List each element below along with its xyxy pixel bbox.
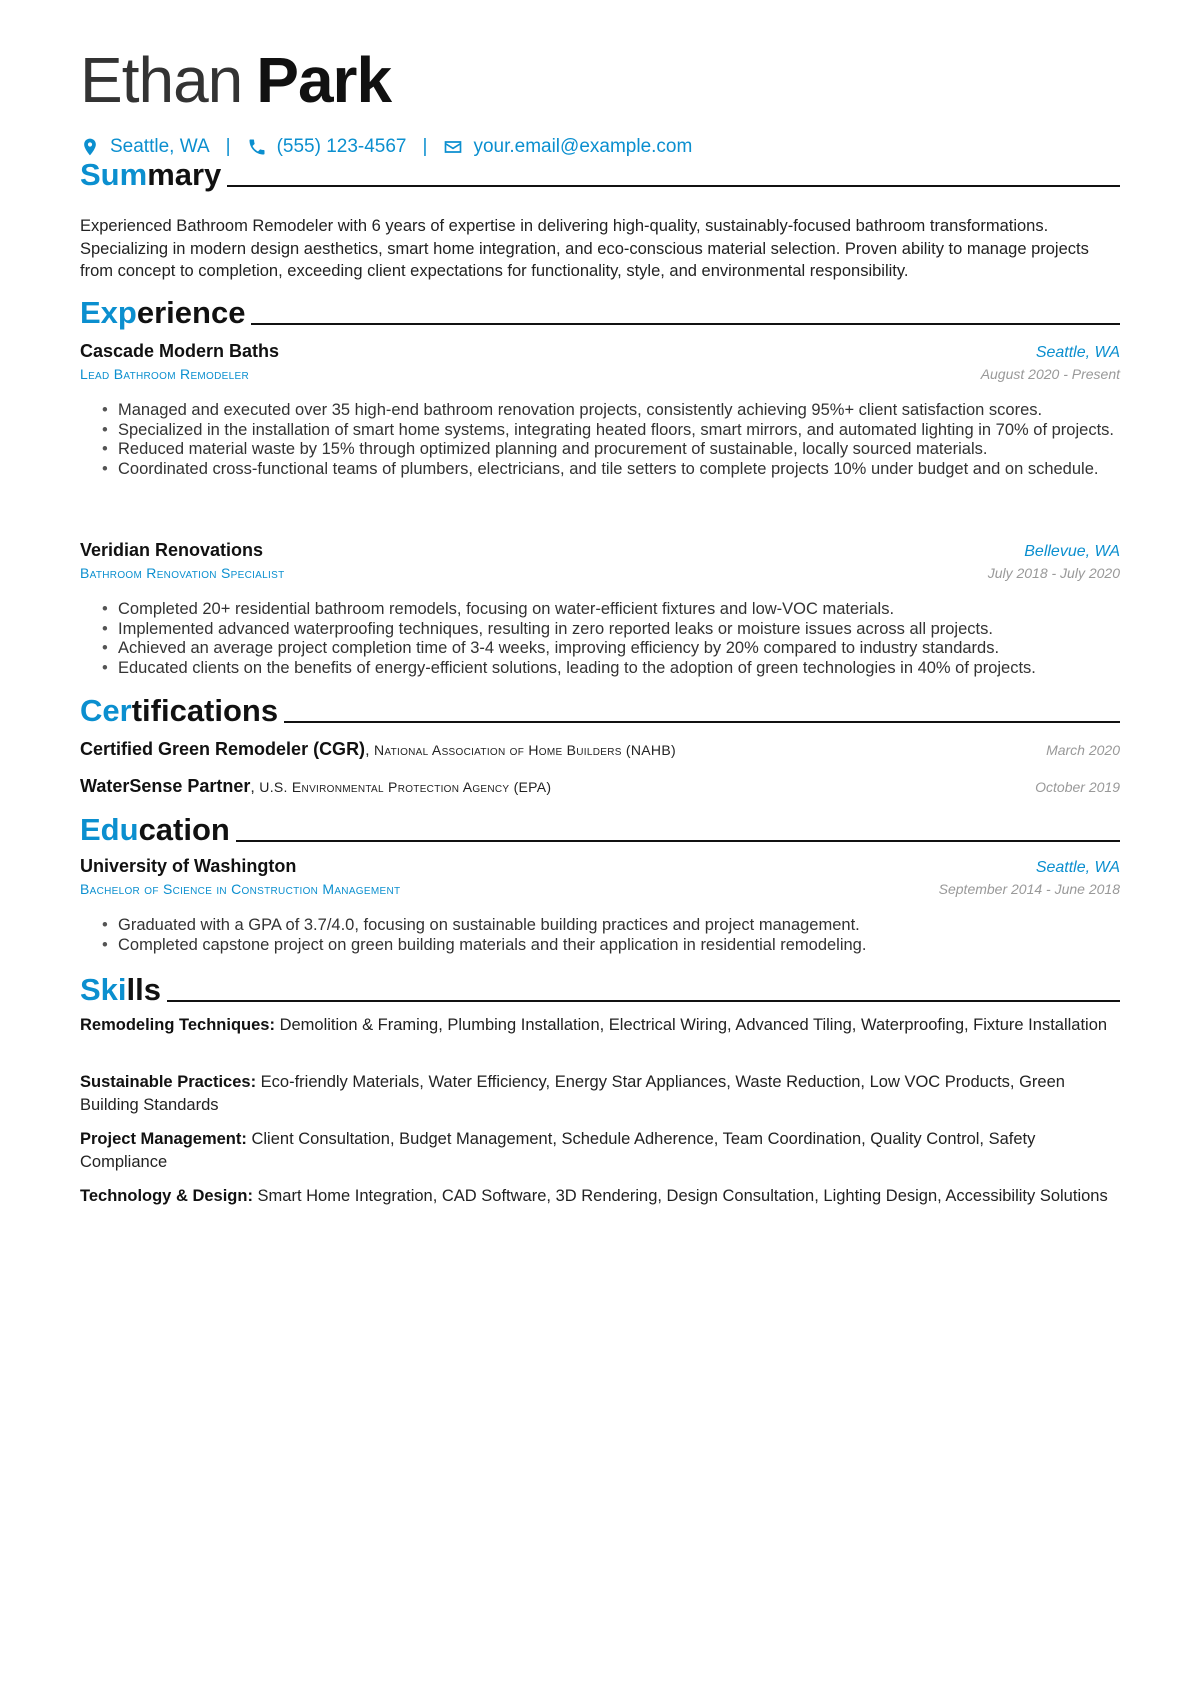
job-title: Bathroom Renovation Specialist: [80, 565, 285, 581]
title-rest: cation: [138, 812, 230, 847]
section-title-summary: [80, 153, 1120, 193]
company-name: Cascade Modern Baths: [80, 341, 280, 361]
certification-name: WaterSense Partner: [80, 776, 251, 796]
summary-text: Experienced Bathroom Remodeler with 6 years of expertise in delivering high-quality, sustainably-focused bathroom transformations. Specializing in modern design aesthetics, smart home integration, and eco-conscious material selection. Proven ability to manage projects from concept to completion, exceeding client expectations for functionality, style, and environmental responsibility.: [80, 217, 1089, 280]
skill-list: Eco-friendly Materials, Water Efficiency, Energy Star Appliances, Waste Reduction, Low VOC Products, Green Building Standards: [80, 1073, 1065, 1114]
location-text: Seattle, WA: [110, 136, 210, 157]
list-item: • Graduated with a GPA of 3.7/4.0, focusing on sustainable building practices and project management.: [118, 916, 1120, 936]
skill-category: Sustainable Practices:: [80, 1073, 257, 1091]
title-highlight: Edu: [80, 812, 139, 847]
skill-category: Remodeling Techniques:: [80, 1016, 275, 1034]
skill-list: Client Consultation, Budget Management, Schedule Adherence, Team Coordination, Quality Control, Safety Compliance: [80, 1130, 1036, 1171]
education-header: [80, 856, 1120, 877]
list-item: • Managed and executed over 35 high-end bathroom renovation projects, consistently achieving 95%+ client satisfaction scores.: [118, 401, 1120, 421]
list-item: • Implemented advanced waterproofing techniques, resulting in zero reported leaks or moisture issues across all projects.: [118, 620, 1120, 640]
certification-name: Certified Green Remodeler (CGR): [80, 739, 366, 759]
skill-row: [80, 1128, 1120, 1173]
skill-row: [80, 1071, 1120, 1116]
list-item: • Completed capstone project on green building materials and their application in residential remodeling.: [118, 936, 1120, 956]
job-dates: July 2018 - July 2020: [987, 565, 1120, 581]
skill-category: Technology & Design:: [80, 1187, 253, 1205]
company-name: Veridian Renovations: [80, 540, 264, 560]
section-title-certifications: [80, 689, 1120, 729]
school-name: University of Washington: [80, 856, 297, 876]
section-title-education: [80, 808, 1120, 848]
list-item: • Achieved an average project completion time of 3-4 weeks, improving efficiency by 20% compared to industry standards.: [118, 639, 1120, 659]
degree-title: Bachelor of Science in Construction Management: [80, 881, 401, 897]
title-highlight: Ski: [80, 972, 127, 1007]
last-name: Park: [256, 44, 392, 116]
job-header: [80, 341, 1120, 362]
list-item: • Specialized in the installation of smart home systems, integrating heated floors, smart mirrors, and automated lighting in 70% of projects.: [118, 421, 1120, 441]
skill-row: [80, 1185, 1120, 1208]
title-highlight: Cer: [80, 693, 132, 728]
section-divider: [167, 1000, 1120, 1002]
title-highlight: Sum: [80, 157, 148, 192]
section-divider: [227, 185, 1120, 187]
title-rest: lls: [126, 972, 161, 1007]
section-title-experience: [80, 291, 1120, 331]
certification-date: March 2020: [1046, 742, 1120, 758]
certification-row: Certified Green Remodeler (CGR), National Association of Home Builders (NAHB) March 2020: [80, 739, 1120, 759]
skill-row: [80, 1014, 1120, 1037]
job-location: Bellevue, WA: [1024, 543, 1120, 560]
section-divider: [251, 323, 1120, 325]
job-subheader: [80, 565, 1120, 581]
list-item: • Educated clients on the benefits of energy-efficient solutions, leading to the adoption of green technologies in 40% of projects.: [118, 659, 1120, 679]
education-bullets: [80, 916, 1120, 955]
title-rest: tifications: [131, 693, 279, 728]
list-item: • Completed 20+ residential bathroom remodels, focusing on water-efficient fixtures and low-VOC materials.: [118, 600, 1120, 620]
first-name: Ethan: [80, 44, 243, 116]
list-item: • Coordinated cross-functional teams of plumbers, electricians, and tile setters to complete projects 10% under budget and on schedule.: [118, 460, 1120, 480]
job-dates: August 2020 - Present: [980, 366, 1120, 382]
certification-issuer: National Association of Home Builders (NAHB): [373, 742, 676, 758]
certification-date: October 2019: [1035, 779, 1120, 795]
education-subheader: [80, 881, 1120, 897]
section-divider: [284, 721, 1120, 723]
contact-separator: |: [422, 136, 428, 157]
email-link[interactable]: your.email@example.com: [473, 136, 693, 157]
title-highlight: Exp: [80, 295, 137, 330]
list-item: • Reduced material waste by 15% through optimized planning and procurement of sustainable, locally sourced materials.: [118, 440, 1120, 460]
section-divider: [236, 840, 1120, 842]
job-header: [80, 540, 1120, 561]
certification-issuer: U.S. Environmental Protection Agency (EPA): [259, 779, 552, 795]
title-rest: mary: [147, 157, 222, 192]
phone-text: (555) 123-4567: [276, 136, 407, 157]
contact-separator: |: [225, 136, 231, 157]
candidate-name: [80, 40, 391, 120]
certification-row: WaterSense Partner, U.S. Environmental Protection Agency (EPA) October 2019: [80, 776, 1120, 796]
title-rest: erience: [136, 295, 246, 330]
job-bullets: [80, 401, 1120, 479]
skill-list: Demolition & Framing, Plumbing Installation, Electrical Wiring, Advanced Tiling, Waterproofing, Fixture Installation: [279, 1016, 1108, 1034]
skill-list: Smart Home Integration, CAD Software, 3D Rendering, Design Consultation, Lighting Design, Accessibility Solutions: [257, 1187, 1108, 1205]
job-location: Seattle, WA: [1035, 344, 1120, 361]
skill-category: Project Management:: [80, 1130, 247, 1148]
school-location: Seattle, WA: [1035, 859, 1120, 876]
section-title-skills: [80, 968, 1120, 1008]
job-bullets: [80, 600, 1120, 678]
job-title: Lead Bathroom Remodeler: [80, 366, 249, 382]
education-dates: September 2014 - June 2018: [938, 881, 1120, 897]
job-subheader: [80, 366, 1120, 382]
